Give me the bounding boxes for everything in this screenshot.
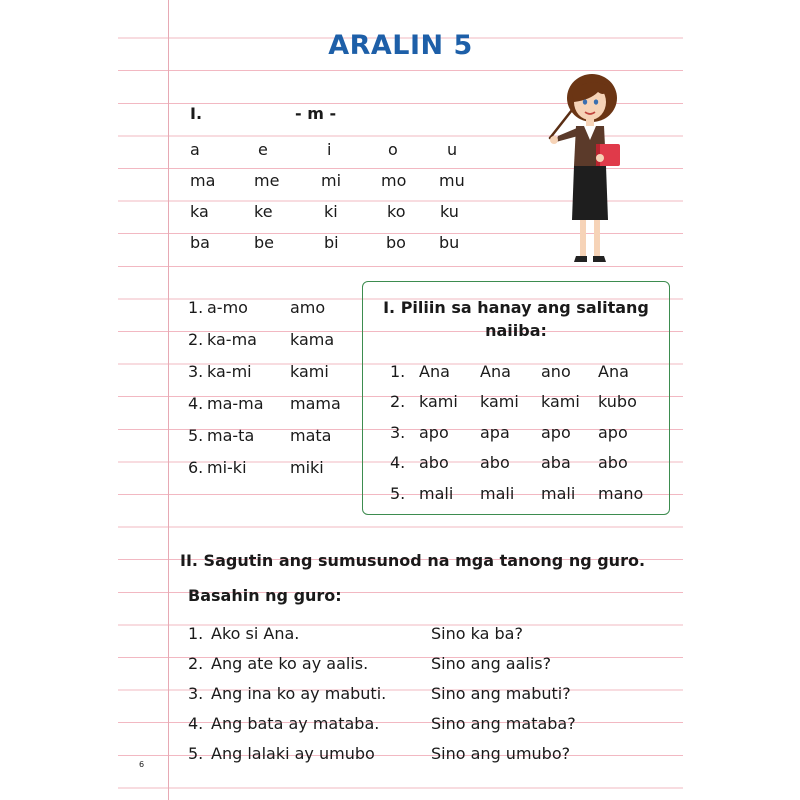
list-item-number: 4. <box>188 394 204 413</box>
page-number: 6 <box>139 760 145 769</box>
question-text: Sino ang mataba? <box>431 714 576 733</box>
question-sentence: Ang bata ay mataba. <box>211 714 380 733</box>
box-row-number: 2. <box>390 392 406 411</box>
list-item-word: kami <box>290 362 329 381</box>
grid-cell: i <box>327 140 332 159</box>
list-item-split: a-mo <box>207 298 248 317</box>
question-number: 4. <box>188 714 204 733</box>
list-item-split: mi-ki <box>207 458 247 477</box>
grid-cell: bi <box>324 233 339 252</box>
box-row-word: apa <box>480 423 510 442</box>
grid-cell: ba <box>190 233 210 252</box>
grid-cell: be <box>254 233 274 252</box>
question-text: Sino ang aalis? <box>431 654 552 673</box>
section2-heading: II. Sagutin ang sumusunod na mga tanong ng guro. <box>180 551 646 570</box>
box-row-word: abo <box>419 453 449 472</box>
list-item-split: ma-ma <box>207 394 264 413</box>
grid-cell: u <box>447 140 458 159</box>
grid-cell: ma <box>190 171 216 190</box>
box-row-number: 3. <box>390 423 406 442</box>
question-text: Sino ka ba? <box>431 624 523 643</box>
exercise-box-title-line1: I. Piliin sa hanay ang salitang <box>383 298 649 317</box>
box-row-word: kubo <box>598 392 637 411</box>
list-item-number: 1. <box>188 298 204 317</box>
box-row-word: mali <box>480 484 515 503</box>
grid-cell: a <box>190 140 200 159</box>
question-text: Sino ang mabuti? <box>431 684 571 703</box>
box-row-word: mali <box>541 484 576 503</box>
list-item-word: miki <box>290 458 324 477</box>
list-item-word: mata <box>290 426 332 445</box>
box-row-word: aba <box>541 453 571 472</box>
section1-letter: - m - <box>295 104 337 123</box>
box-row-word: Ana <box>419 362 450 381</box>
question-number: 1. <box>188 624 204 643</box>
list-item-number: 2. <box>188 330 204 349</box>
teacher-illustration <box>540 70 630 265</box>
box-row-word: kami <box>480 392 519 411</box>
box-row-word: abo <box>598 453 628 472</box>
list-item-split: ka-mi <box>207 362 252 381</box>
list-item-number: 6. <box>188 458 204 477</box>
page-title: ARALIN 5 <box>328 30 473 61</box>
grid-cell: ki <box>324 202 338 221</box>
grid-cell: o <box>388 140 398 159</box>
question-sentence: Ang lalaki ay umubo <box>211 744 375 763</box>
question-sentence: Ako si Ana. <box>211 624 300 643</box>
question-number: 5. <box>188 744 204 763</box>
grid-cell: ke <box>254 202 273 221</box>
box-row-number: 4. <box>390 453 406 472</box>
grid-cell: me <box>254 171 280 190</box>
list-item-number: 5. <box>188 426 204 445</box>
list-item-number: 3. <box>188 362 204 381</box>
section1-label: I. <box>190 104 203 123</box>
question-number: 2. <box>188 654 204 673</box>
list-item-split: ma-ta <box>207 426 255 445</box>
list-item-split: ka-ma <box>207 330 257 349</box>
grid-cell: bu <box>439 233 460 252</box>
box-row-word: apo <box>419 423 449 442</box>
box-row-word: apo <box>541 423 571 442</box>
box-row-word: abo <box>480 453 510 472</box>
box-row-word: Ana <box>480 362 511 381</box>
grid-cell: ku <box>440 202 459 221</box>
grid-cell: bo <box>386 233 406 252</box>
list-item-word: amo <box>290 298 326 317</box>
grid-cell: mi <box>321 171 342 190</box>
box-row-number: 5. <box>390 484 406 503</box>
box-row-word: ano <box>541 362 571 381</box>
exercise-box-title-line2: naiiba: <box>485 321 547 340</box>
grid-cell: ko <box>387 202 406 221</box>
box-row-word: Ana <box>598 362 629 381</box>
question-sentence: Ang ate ko ay aalis. <box>211 654 369 673</box>
question-sentence: Ang ina ko ay mabuti. <box>211 684 387 703</box>
box-row-word: mali <box>419 484 454 503</box>
grid-cell: mo <box>381 171 407 190</box>
list-item-word: kama <box>290 330 335 349</box>
list-item-word: mama <box>290 394 341 413</box>
box-row-word: kami <box>419 392 458 411</box>
grid-cell: mu <box>439 171 465 190</box>
margin-line <box>168 0 169 800</box>
grid-cell: e <box>258 140 268 159</box>
box-row-word: kami <box>541 392 580 411</box>
question-number: 3. <box>188 684 204 703</box>
box-row-word: mano <box>598 484 644 503</box>
grid-cell: ka <box>190 202 209 221</box>
box-row-number: 1. <box>390 362 406 381</box>
exercise-box-title <box>362 296 670 342</box>
section2-subheading: Basahin ng guro: <box>188 586 342 605</box>
question-text: Sino ang umubo? <box>431 744 571 763</box>
box-row-word: apo <box>598 423 628 442</box>
